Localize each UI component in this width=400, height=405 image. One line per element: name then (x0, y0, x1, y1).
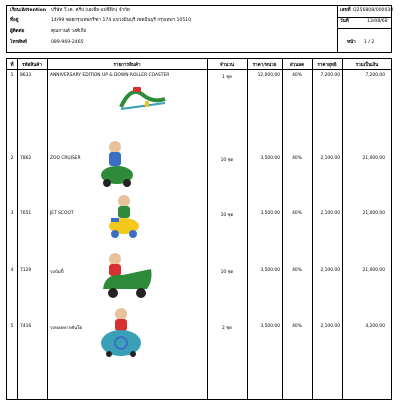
items-table (6, 58, 392, 400)
header-line (337, 28, 391, 29)
row-qty: 10 ชุด (220, 213, 234, 218)
row-qty: 10 ชุด (220, 270, 234, 275)
jet-scoot-toy-image (107, 194, 141, 240)
row-discount: 40% (292, 211, 302, 216)
col-header-no: ที่ (10, 63, 14, 68)
row-total: 21,000.00 (362, 211, 385, 216)
header-divider (337, 6, 338, 52)
col-header-qty: จำนวน (219, 63, 235, 68)
col-header-total: รวมเป็นเงิน (355, 63, 379, 68)
col-line (247, 59, 248, 399)
row-discount: 40% (292, 156, 302, 161)
bumper-car-toy-image (101, 251, 155, 301)
attention-label: เรียน/Attention (10, 8, 47, 13)
col-line (47, 59, 48, 399)
page-value: 1 / 2 (364, 40, 375, 45)
phone-label: โทรศัพท์ (10, 40, 27, 45)
row-price: 3,500.00 (260, 268, 280, 273)
col-header-price: ราคา/หน่วย (252, 63, 277, 68)
contact-label: ผู้ติดต่อ (10, 29, 25, 34)
phone-value: 089-969-2465 (51, 40, 84, 45)
row-code: 8633 (20, 73, 32, 78)
row-code: 7129 (20, 268, 32, 273)
contact-value: คุณกานต์ วงศ์เกีย (51, 29, 87, 34)
row-price: 3,500.00 (260, 156, 280, 161)
header-box (6, 5, 392, 53)
row-name: JET SCOOT (50, 211, 74, 216)
row-price: 3,500.00 (260, 211, 280, 216)
row-net: 2,100.00 (320, 156, 340, 161)
company-name: บริษัท วี.เค. ครีป (เอเชีย-แปซิฟิก) จำกัด (51, 8, 130, 13)
row-discount: 40% (292, 73, 302, 78)
row-total: 7,200.00 (365, 73, 385, 78)
address-label: ที่อยู่ (10, 18, 19, 23)
header-row-line (7, 69, 391, 70)
row-qty: 1 ชุด (221, 75, 233, 80)
col-line (282, 59, 283, 399)
row-no: 3 (10, 211, 14, 216)
row-name: รถบัมปี้ (50, 270, 64, 275)
row-qty: 2 ชุด (221, 326, 233, 331)
snail-car-toy-image (99, 307, 143, 359)
row-total: 21,000.00 (362, 268, 385, 273)
date-label: วันที่ (340, 19, 349, 24)
row-name: รถหอยทากคันโต (50, 326, 83, 331)
row-discount: 40% (292, 268, 302, 273)
row-discount: 40% (292, 324, 302, 329)
row-net: 7,200.00 (320, 73, 340, 78)
col-line (342, 59, 343, 399)
col-header-code: รหัสสินค้า (22, 63, 42, 68)
row-price: 3,500.00 (260, 324, 280, 329)
date-value: 13/08/68 (367, 19, 388, 24)
col-header-item: รายการสินค้า (113, 63, 141, 68)
row-net: 2,100.00 (320, 324, 340, 329)
page-label: หน้า (347, 40, 356, 45)
row-qty: 10 ชุด (220, 158, 234, 163)
col-header-discount: ส่วนลด (289, 63, 305, 68)
header-line (337, 17, 391, 18)
row-net: 2,100.00 (320, 268, 340, 273)
row-name: ZOO CRUISER (50, 156, 81, 161)
row-code: 7651 (20, 211, 32, 216)
row-net: 2,100.00 (320, 211, 340, 216)
row-no: 4 (10, 268, 14, 273)
row-no: 2 (10, 156, 14, 161)
row-total: 21,000.00 (362, 156, 385, 161)
col-header-net: ราคาสุทธิ (317, 63, 337, 68)
col-line (312, 59, 313, 399)
row-no: 5 (10, 324, 14, 329)
row-code: 7862 (20, 156, 32, 161)
col-line (17, 59, 18, 399)
row-code: 7416 (20, 324, 32, 329)
doc-no-label: เลขที่ (340, 8, 351, 13)
row-no: 1 (10, 73, 14, 78)
row-price: 12,000.00 (257, 73, 280, 78)
roller-coaster-toy-image (119, 81, 167, 111)
zoo-cruiser-toy-image (99, 139, 135, 189)
address-value: 14/99 ซอยกรุงเทพกรีฑา 174 แขวงมีนบุรี เขตมีนบุรี กรุงเทพฯ 10510 (51, 18, 192, 23)
doc-no-value: Q256808/000030 (353, 8, 394, 13)
col-line (207, 59, 208, 399)
row-name: ANNIVERSARY EDITION UP & DOWN ROLLER COASTER (50, 73, 170, 78)
row-total: 4,200.00 (365, 324, 385, 329)
